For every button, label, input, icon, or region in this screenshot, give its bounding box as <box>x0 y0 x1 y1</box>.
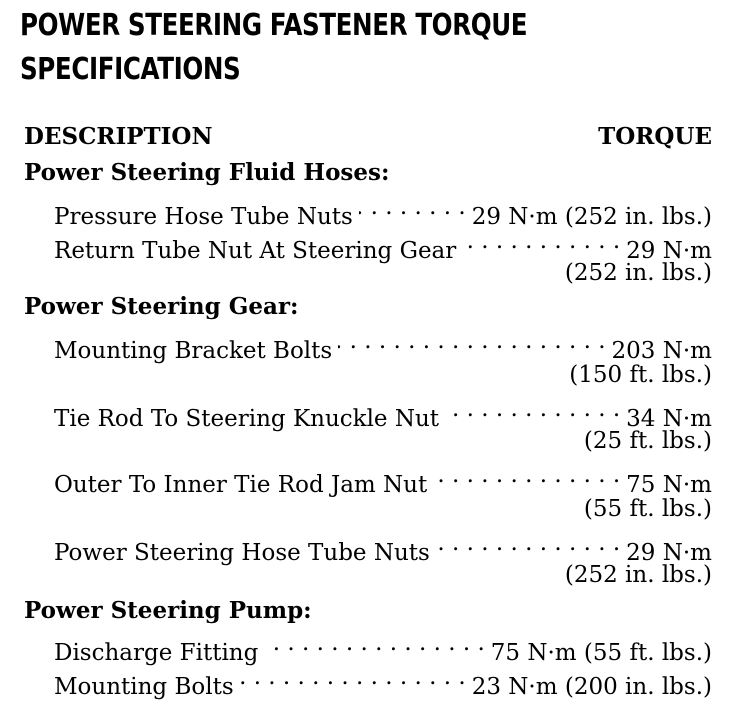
column-header-torque: TORQUE <box>598 123 712 150</box>
section-heading-steering-pump: Power Steering Pump: <box>24 597 312 624</box>
spec-label: Discharge Fitting <box>54 640 259 666</box>
spec-row-tie-rod-knuckle-nut <box>54 392 712 432</box>
dot-leader <box>436 526 620 560</box>
spec-row-pressure-hose-tube-nuts <box>54 190 712 230</box>
dot-leader <box>338 324 605 358</box>
spec-value: 29 N·m <box>626 540 712 566</box>
spec-value-continuation: (25 ft. lbs.) <box>583 428 712 454</box>
column-header-description: DESCRIPTION <box>24 123 213 150</box>
page-title <box>20 4 594 92</box>
spec-row-return-tube-nut <box>54 224 712 264</box>
dot-leader <box>433 458 620 492</box>
spec-label: Pressure Hose Tube Nuts <box>54 204 353 230</box>
spec-label: Mounting Bolts <box>54 674 234 700</box>
spec-label: Outer To Inner Tie Rod Jam Nut <box>54 472 428 498</box>
spec-label: Mounting Bracket Bolts <box>54 338 333 364</box>
section-heading-fluid-hoses: Power Steering Fluid Hoses: <box>24 159 390 186</box>
spec-value: 23 N·m (200 in. lbs.) <box>471 674 712 700</box>
page-title-line-2: SPECIFICATIONS <box>20 52 241 87</box>
spec-row-hose-tube-nuts <box>54 526 712 566</box>
spec-value: 75 N·m <box>626 472 712 498</box>
spec-value: 29 N·m <box>626 238 712 264</box>
spec-row-tie-rod-jam-nut <box>54 458 712 498</box>
spec-label: Return Tube Nut At Steering Gear <box>54 238 457 264</box>
spec-value-continuation: (252 in. lbs.) <box>564 260 712 286</box>
spec-value-continuation: (55 ft. lbs.) <box>583 496 712 522</box>
spec-row-pump-mounting-bolts <box>54 660 712 700</box>
dot-leader <box>445 392 620 426</box>
spec-value-continuation: (150 ft. lbs.) <box>569 362 712 388</box>
spec-label: Tie Rod To Steering Knuckle Nut <box>54 406 440 432</box>
dot-leader <box>264 626 484 660</box>
spec-row-discharge-fitting <box>54 626 712 666</box>
spec-value: 203 N·m <box>611 338 712 364</box>
dot-leader <box>240 660 466 694</box>
section-heading-steering-gear: Power Steering Gear: <box>24 293 299 320</box>
dot-leader <box>359 190 466 224</box>
spec-value-continuation: (252 in. lbs.) <box>564 562 712 588</box>
dot-leader <box>462 224 620 258</box>
spec-value: 34 N·m <box>626 406 712 432</box>
spec-label: Power Steering Hose Tube Nuts <box>54 540 430 566</box>
page-title-line-1: POWER STEERING FASTENER TORQUE <box>20 8 528 43</box>
spec-value: 29 N·m (252 in. lbs.) <box>471 204 712 230</box>
spec-row-mounting-bracket-bolts <box>54 324 712 364</box>
spec-value: 75 N·m (55 ft. lbs.) <box>490 640 712 666</box>
